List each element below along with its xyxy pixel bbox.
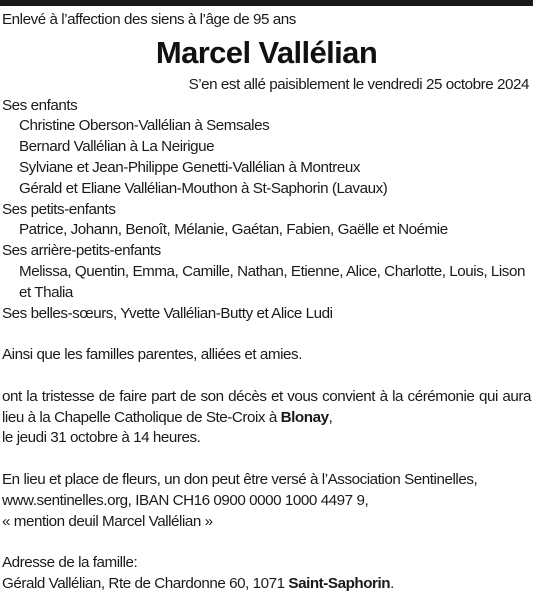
ceremony-paragraph: [2, 387, 531, 429]
ceremony-place: Blonay: [280, 408, 329, 426]
spacer: [2, 532, 531, 553]
donation-line-3: « mention deuil Marcel Vallélian »: [2, 512, 213, 530]
child-item: Gérald et Eliane Vallélian-Mouthon à St-Saphorin (Lavaux): [19, 179, 388, 197]
great-grandchildren-heading: Ses arrière-petits-enfants: [2, 242, 161, 260]
grandchildren-heading: Ses petits-enfants: [2, 200, 116, 218]
address-place: Saint-Saphorin: [288, 574, 391, 592]
spacer: [2, 366, 531, 387]
sisters-in-law-line: Ses belles-sœurs, Yvette Vallélian-Butty et Alice Ludi: [2, 304, 333, 322]
address-text: Gérald Vallélian, Rte de Chardonne 60, 1071: [2, 574, 289, 592]
spacer: [2, 324, 531, 345]
obituary-notice: [2, 10, 531, 595]
child-item: Bernard Vallélian à La Neirigue: [19, 138, 215, 156]
top-border-rule: [0, 0, 533, 6]
children-heading: Ses enfants: [2, 96, 78, 114]
address-line: [2, 574, 531, 595]
great-grandchildren-list: Melissa, Quentin, Emma, Camille, Nathan, Etienne, Alice, Charlotte, Louis, Lison et Thalia: [19, 262, 525, 301]
deceased-name: Marcel Vallélian: [155, 34, 378, 70]
ceremony-date: le jeudi 31 octobre à 14 heures.: [2, 429, 201, 447]
relatives-line: Ainsi que les familles parentes, alliées et amies.: [2, 346, 302, 364]
ceremony-text: ont la tristesse de faire part de son décès et vous convient à la cérémonie qui aura lieu à la Chapelle Catholique de Ste-Croix à: [2, 387, 531, 426]
spacer: [2, 449, 531, 470]
date-line: S’en est allé paisiblement le vendredi 25 octobre 2024: [188, 75, 529, 93]
child-item: Sylviane et Jean-Philippe Genetti-Vallélian à Montreux: [19, 158, 360, 176]
ceremony-punctuation: ,: [328, 408, 333, 426]
age-line: Enlevé à l’affection des siens à l’âge de 95 ans: [2, 11, 296, 28]
donation-line-2: www.sentinelles.org, IBAN CH16 0900 0000 1000 4497 9,: [2, 491, 369, 509]
address-heading: Adresse de la famille:: [2, 554, 138, 572]
address-end: .: [390, 574, 394, 592]
donation-line-1: En lieu et place de fleurs, un don peut être versé à l’Association Sentinelles,: [2, 470, 478, 488]
child-item: Christine Oberson-Vallélian à Semsales: [19, 117, 270, 135]
grandchildren-list: Patrice, Johann, Benoît, Mélanie, Gaétan, Fabien, Gaëlle et Noémie: [19, 221, 448, 239]
